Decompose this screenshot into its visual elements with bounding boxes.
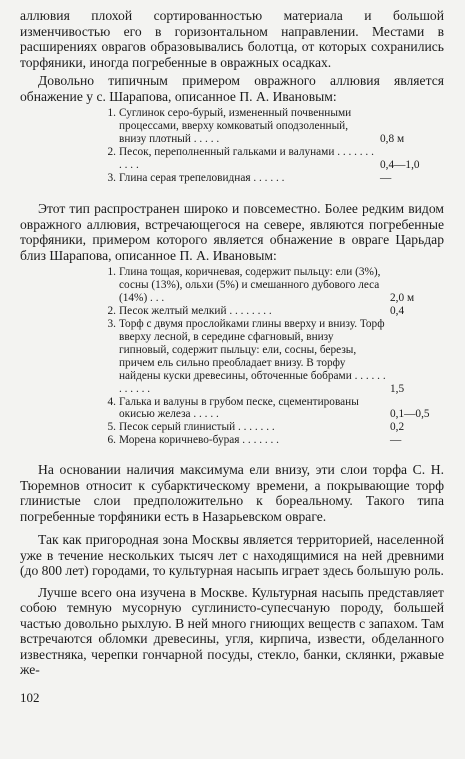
item-description: Песок желтый мелкий . . . . . . . . [119, 305, 272, 318]
item-description: Песок, переполненный гальками и валунами . . . . . . . . . . . [119, 145, 374, 171]
item-description: Глина серая трепеловидная . . . . . . [119, 171, 285, 184]
section-list-sharapovo [102, 107, 422, 184]
page-number: 102 [20, 690, 40, 705]
item-number: 2. [107, 305, 116, 318]
item-description: Песок серый глинистый . . . . . . . [119, 421, 275, 434]
list-item [102, 266, 432, 305]
list-item [102, 146, 422, 172]
item-number: 1. [107, 107, 116, 119]
item-thickness: 0,2 [390, 421, 405, 434]
item-description: Галька и валуны в грубом песке, сцементированы окисью железа . . . . . [119, 395, 359, 421]
list-item [102, 421, 432, 434]
item-number: 1. [107, 266, 116, 279]
list-item [102, 396, 432, 422]
paragraph-5: Так как пригородная зона Москвы является территорией, населенной уже в течение нескольких тысяч лет с находящимися на ней древними (до 800 лет) городами, то культурная насыпь играет здесь большую роль. [20, 532, 444, 579]
item-description: Морена коричнево-бурая . . . . . . . [119, 434, 279, 447]
paragraph-4: На основании наличия максимума ели внизу, эти слои торфа С. Н. Тюремнов относит к субарктическому времени, а покрывающие торф глинистые слои предположительно к бореальному. Такого типа погребенные торфяники есть в Назарьевском овраге. [20, 462, 444, 524]
paragraph-3: Этот тип распространен широко и повсеместно. Более редким видом овражного аллювия, встречающегося на севере, являются погребенные торфяники, примером которого является обнажение в овраге Царьдар близ Шарапова, описанное П. А. Ивановым: [20, 201, 444, 263]
item-number: 2. [107, 145, 116, 158]
paragraph-6: Лучше всего она изучена в Москве. Культурная насыпь представляет собою темную мусорную суглинисто-супесчаную породу, большей частью довольно рыхлую. В ней много гниющих веществ с запахом. Там встречаются обломки древесины, угля, кирпича, извести, обделанного известняка, черепки гончарной посуды, стекло, банки, склянки, ржавые же- [20, 584, 444, 678]
item-number: 6. [107, 434, 116, 447]
item-thickness: 1,5 [390, 382, 405, 395]
item-thickness: — [390, 434, 402, 447]
section-list-tsardar [102, 266, 432, 447]
item-thickness: 0,1—0,5 [390, 408, 430, 421]
item-thickness: — [380, 171, 392, 184]
paragraph-1: аллювия плохой сортированностью материала и большой изменчивостью его в горизонтальном направлении. Местами в расширениях оврагов образовывались болотца, от которых сохранились торфяники, иногда погребенные в овражных осадках. [20, 8, 444, 70]
item-number: 5. [107, 421, 116, 434]
paragraph-2: Довольно типичным примером овражного аллювия является обнажение у с. Шарапова, описанное П. А. Ивановым: [20, 73, 444, 104]
list-item [102, 434, 432, 447]
item-thickness: 0,4 [390, 305, 405, 318]
item-description: Суглинок серо-бурый, измененный почвенными процессами, вверху комковатый оподзоленный, внизу плотный . . . . . [119, 107, 352, 145]
item-description: Торф с двумя прослойками глины вверху и внизу. Торф вверху лесной, в середине сфагновый, внизу гипновый, содержит пыльцу: ели, сосны, березы, причем ель сильно преобладает внизу. В торфу найдены куски древесины, обточенные бобрами . . . . . . . . . . . . [119, 318, 386, 395]
item-number: 4. [107, 395, 116, 408]
item-number: 3. [107, 171, 116, 184]
item-thickness: 0,4—1,0 [380, 158, 420, 171]
item-thickness: 2,0 м [390, 292, 415, 305]
list-item [102, 172, 422, 185]
item-number: 3. [107, 318, 116, 331]
list-item [102, 107, 422, 146]
item-description: Глина тощая, коричневая, содержит пыльцу: ели (3%), сосны (13%), ольхи (5%) и смешанного дубового леса (14%) . . . [119, 266, 381, 305]
text-column [20, 8, 444, 678]
list-item [102, 318, 432, 395]
item-thickness: 0,8 м [380, 132, 405, 145]
list-item [102, 305, 432, 318]
